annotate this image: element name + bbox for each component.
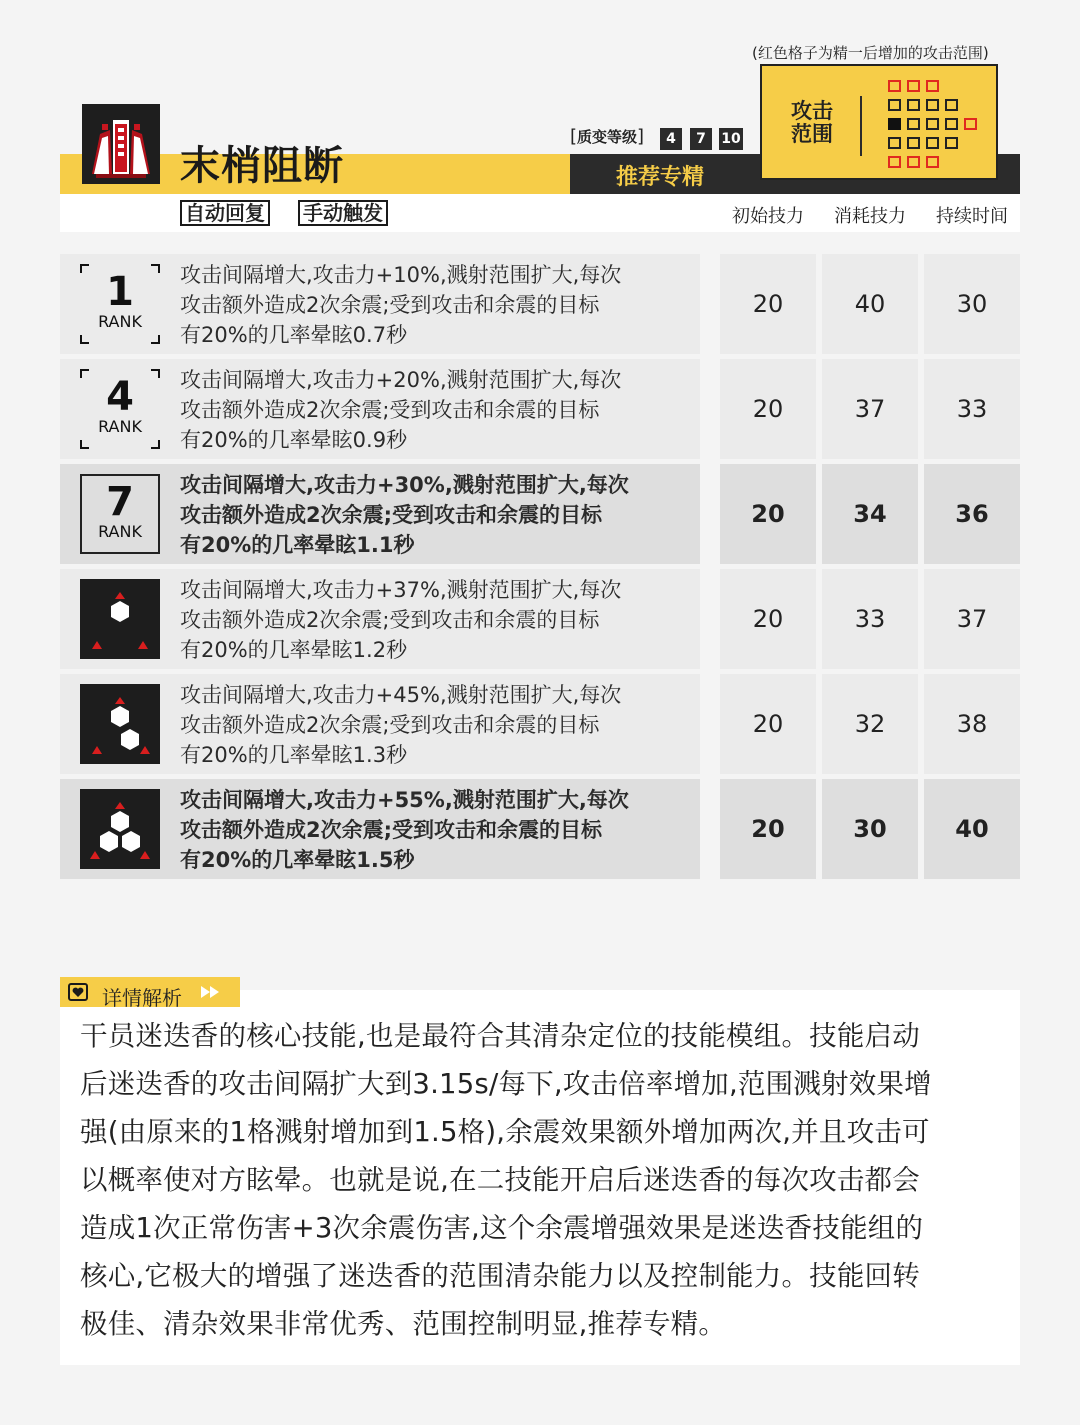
- duration-value: 30: [924, 254, 1020, 354]
- sp-cost-value: 32: [822, 674, 918, 774]
- initial-sp-value: 20: [720, 254, 816, 354]
- duration-value: 38: [924, 674, 1020, 774]
- analysis-line: 干员迷迭香的核心技能,也是最符合其清杂定位的技能模组。技能启动: [80, 1020, 920, 1052]
- skill-description: 攻击间隔增大,攻击力+30%,溅射范围扩大,每次 攻击额外造成2次余震;受到攻击和余震的目标 有20%的几率晕眩1.1秒: [180, 473, 629, 557]
- analysis-line: 强(由原来的1格溅射增加到1.5格),余震效果额外增加两次,并且攻击可: [80, 1116, 930, 1148]
- sp-cost-value: 40: [822, 254, 918, 354]
- rank-badge: 7 RANK: [80, 474, 160, 554]
- col-header-sp-cost: 消耗技力: [834, 206, 906, 227]
- duration-value: 36: [924, 464, 1020, 564]
- recommend-mastery-label: 推荐专精: [616, 165, 705, 190]
- skill-tower-icon: [82, 104, 160, 184]
- rank-badge: 4 RANK: [80, 369, 160, 449]
- mastery-1-icon: [80, 579, 160, 659]
- attack-range-label: 攻击 范围: [791, 99, 833, 146]
- attack-range-card: [760, 64, 998, 180]
- table-row: [60, 674, 700, 774]
- skill-description: 攻击间隔增大,攻击力+37%,溅射范围扩大,每次 攻击额外造成2次余震;受到攻击和余震的目标 有20%的几率晕眩1.2秒: [180, 578, 622, 662]
- table-row: [60, 254, 700, 354]
- analysis-line: 造成1次正常伤害+3次余震伤害,这个余震增强效果是迷迭香技能组的: [80, 1212, 924, 1244]
- initial-sp-value: 20: [720, 359, 816, 459]
- quality-level-10: 10: [719, 128, 743, 150]
- sp-cost-value: 30: [822, 779, 918, 879]
- quality-level-7: 7: [690, 128, 712, 150]
- analysis-title: 详情解析: [102, 986, 182, 1010]
- analysis-line: 核心,它极大的增强了迷迭香的范围清杂能力以及控制能力。技能回转: [80, 1260, 920, 1292]
- table-row: [60, 569, 700, 669]
- table-row: [60, 779, 700, 879]
- skill-description: 攻击间隔增大,攻击力+55%,溅射范围扩大,每次 攻击额外造成2次余震;受到攻击和余震的目标 有20%的几率晕眩1.5秒: [180, 788, 629, 872]
- skill-description: 攻击间隔增大,攻击力+20%,溅射范围扩大,每次 攻击额外造成2次余震;受到攻击和余震的目标 有20%的几率晕眩0.9秒: [180, 368, 622, 452]
- skill-description: 攻击间隔增大,攻击力+45%,溅射范围扩大,每次 攻击额外造成2次余震;受到攻击和余震的目标 有20%的几率晕眩1.3秒: [180, 683, 622, 767]
- skill-description: 攻击间隔增大,攻击力+10%,溅射范围扩大,每次 攻击额外造成2次余震;受到攻击和余震的目标 有20%的几率晕眩0.7秒: [180, 263, 622, 347]
- initial-sp-value: 20: [720, 569, 816, 669]
- mastery-2-icon: [80, 684, 160, 764]
- sp-cost-value: 34: [822, 464, 918, 564]
- rank-badge: 1 RANK: [80, 264, 160, 344]
- quality-level-label: [质变等级]: [570, 126, 645, 147]
- analysis-line: 极佳、清杂效果非常优秀、范围控制明显,推荐专精。: [80, 1308, 727, 1340]
- analysis-line: 以概率使对方眩晕。也就是说,在二技能开启后迷迭香的每次攻击都会: [80, 1164, 920, 1196]
- table-row: [60, 359, 700, 459]
- sp-cost-value: 33: [822, 569, 918, 669]
- duration-value: 40: [924, 779, 1020, 879]
- skill-title: 末梢阻断: [180, 143, 344, 189]
- initial-sp-value: 20: [720, 464, 816, 564]
- col-header-duration: 持续时间: [936, 206, 1008, 227]
- analysis-line: 后迷迭香的攻击间隔扩大到3.15s/每下,攻击倍率增加,范围溅射效果增: [80, 1068, 932, 1100]
- quality-level-4: 4: [660, 128, 682, 150]
- initial-sp-value: 20: [720, 779, 816, 879]
- double-arrow-icon: [200, 985, 222, 999]
- table-row: [60, 464, 700, 564]
- analysis-body: [80, 1012, 1010, 1348]
- duration-value: 33: [924, 359, 1020, 459]
- initial-sp-value: 20: [720, 674, 816, 774]
- duration-value: 37: [924, 569, 1020, 669]
- tag-manual-trigger: 手动触发: [298, 200, 388, 226]
- col-header-initial-sp: 初始技力: [732, 206, 804, 227]
- heart-icon: [68, 983, 88, 1001]
- sp-cost-value: 37: [822, 359, 918, 459]
- tag-auto-recovery: 自动回复: [180, 200, 270, 226]
- range-divider: [860, 96, 862, 156]
- mastery-3-icon: [80, 789, 160, 869]
- range-note: (红色格子为精一后增加的攻击范围): [752, 44, 989, 62]
